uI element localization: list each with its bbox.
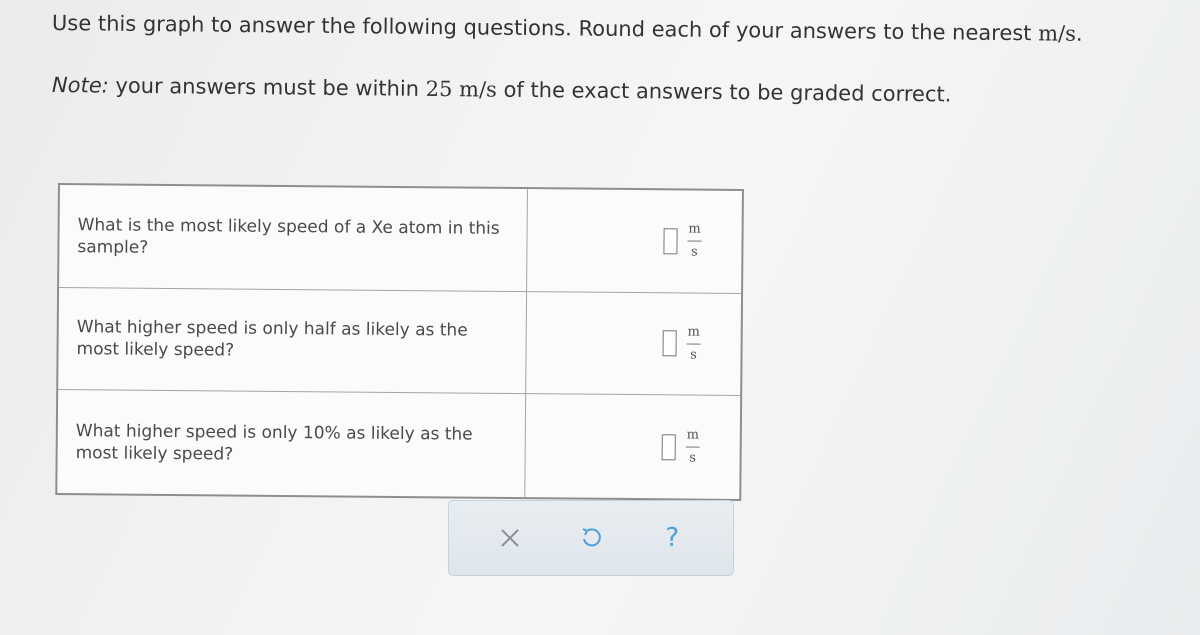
undo-button[interactable]: [567, 514, 615, 562]
clear-button[interactable]: [486, 514, 534, 562]
question-cell: [57, 390, 526, 497]
fraction-bar: [687, 343, 701, 344]
instructions: [51, 8, 1172, 107]
help-button[interactable]: [648, 514, 696, 562]
undo-icon: [579, 526, 603, 550]
close-icon: [499, 527, 521, 549]
answer-cell: [527, 189, 742, 294]
unit-numerator: m: [687, 324, 700, 340]
unit-fraction: [687, 223, 701, 260]
question-text: What higher speed is only 10% as likely as the most likely speed?: [75, 420, 473, 465]
unit-denominator: s: [690, 347, 697, 363]
answer-input[interactable]: [663, 228, 677, 254]
unit-denominator: s: [691, 244, 698, 260]
unit-fraction: [686, 325, 700, 362]
answer-toolbar: [448, 500, 734, 576]
question-text: What higher speed is only half as likely as the most likely speed?: [76, 317, 468, 362]
unit-ms: m/s: [1038, 21, 1077, 46]
answer-table: [55, 183, 744, 501]
question-cell: [59, 185, 528, 292]
question-text: What is the most likely speed of a Xe atom in this sample?: [77, 215, 500, 258]
fraction-bar: [686, 447, 700, 448]
question-cell: [58, 288, 527, 395]
unit-numerator: m: [688, 221, 701, 237]
answer-input[interactable]: [663, 331, 677, 357]
unit-fraction: [686, 429, 700, 466]
answer-input[interactable]: [662, 434, 676, 460]
answer-cell: [525, 394, 740, 499]
note-line: Note: your answers must be within 25 m/s of the exact answers to be graded correct.: [51, 73, 952, 107]
instruction-line: Use this graph to answer the following questions. Round each of your answers to the nearest m/s.: [51, 11, 1083, 46]
note-label: Note:: [51, 73, 109, 98]
help-icon: ?: [665, 523, 680, 553]
fraction-bar: [688, 241, 702, 242]
answer-cell: [526, 292, 741, 397]
unit-numerator: m: [686, 427, 700, 443]
tolerance-value: 25 m/s: [425, 76, 498, 102]
unit-denominator: s: [689, 450, 697, 466]
